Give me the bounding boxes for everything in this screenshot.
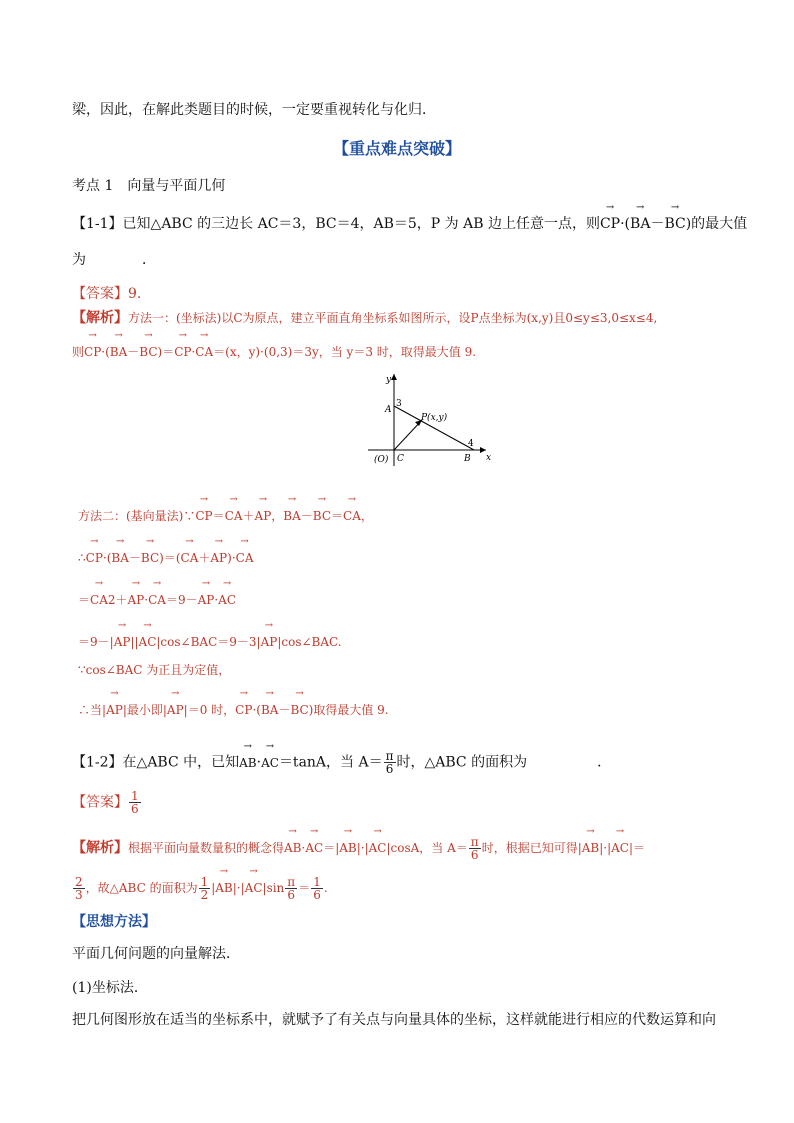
method-line-3: 把几何图形放在适当的坐标系中，就赋予了有关点与向量具体的坐标，这样就能进行相应的代数运算和向 <box>72 1012 716 1028</box>
svg-text:A: A <box>385 405 392 415</box>
svg-text:x: x <box>486 453 492 463</box>
q1-method2-f: ∴当|→ AP|最小即|→ AP|＝0 时，→ CP·(→ BA－→ BC)取得最大值 9. <box>78 700 389 720</box>
svg-text:4: 4 <box>468 439 474 449</box>
q1-method2-b: ∴→ CP·(→ BA－→ BC)＝(→ CA＋→ AP)·→ CA <box>78 548 254 568</box>
method-heading: 【思想方法】 <box>72 914 156 930</box>
method-line-1: 平面几何问题的向量解法． <box>72 946 240 962</box>
q1-statement: 【1-1】已知△ABC 的三边长 AC＝3，BC＝4，AB＝5，P 为 AB 边上任意一点，则→ CP·(→ BA－→ BC)的最大值 <box>72 214 747 234</box>
svg-text:(O): (O) <box>374 455 389 465</box>
svg-text:B: B <box>464 454 471 464</box>
q1-method2-a: 方法二：(基向量法)∵→ CP＝→ CA＋→ AP，→ BA－→ BC＝→ CA， <box>78 506 373 526</box>
method-line-2: (1)坐标法． <box>72 980 148 996</box>
q1-method2-d: ＝9－|→ AP||→ AC|cos∠BAC＝9－3|→ AP|cos∠BAC. <box>78 632 342 652</box>
topic-heading: 考点 1 向量与平面几何 <box>72 178 226 194</box>
q1-blank: 为 ． <box>72 252 156 268</box>
coordinate-figure <box>364 370 494 470</box>
svg-text:y: y <box>386 375 392 385</box>
svg-text:3: 3 <box>396 399 402 409</box>
q2-answer: 【答案】 $\frac{1}{6}$ <box>72 789 139 816</box>
svg-text:P(x,y): P(x,y) <box>421 413 448 423</box>
section-title: 【重点难点突破】 <box>332 139 461 158</box>
q2-analysis-a: 【解析】根据平面向量数量积的概念得→ AB·→ AC＝|→ AB|·|→ AC|cosA，当 A＝ $\frac{\pi}{6}$ 时，根据已知可得|→ AB|·|→ AC|＝ <box>72 836 645 861</box>
svg-text:C: C <box>397 454 404 464</box>
q2-analysis-b: $\frac{2}{3}$ ，故△ABC 的面积为 $\frac{1}{2}$ |→ AB|·|→ AC|sin $\frac{\pi}{6}$ ＝ $\frac{1}{6}$ . <box>72 876 328 901</box>
q1-method1: 【解析】方法一：(坐标法)以C为原点，建立平面直角坐标系如图所示，设P点坐标为(x,y)且0≤y≤3,0≤x≤4, <box>72 310 658 326</box>
q1-method2-e: ∵cos∠BAC 为正且为定值， <box>78 663 231 677</box>
q1-method2-c: ＝→ CA2＋→ AP·→ CA＝9－→ AP·→ AC <box>78 590 236 610</box>
intro-text: 梁，因此，在解此类题目的时候，一定要重视转化与化归． <box>72 102 436 118</box>
q2-statement: 【1-2】在△ABC 中，已知→ AB·→ AC＝tanA，当 A＝ $\frac{\pi}{6}$ 时，△ABC 的面积为 ． <box>72 750 611 775</box>
q1-answer: 【答案】9. <box>72 286 142 302</box>
q1-method1-b: 则→ CP·(→ BA－→ BC)＝→ CP·→ CA＝(x，y)·(0,3)＝3y，当 y＝3 时，取得最大值 9. <box>72 342 476 362</box>
